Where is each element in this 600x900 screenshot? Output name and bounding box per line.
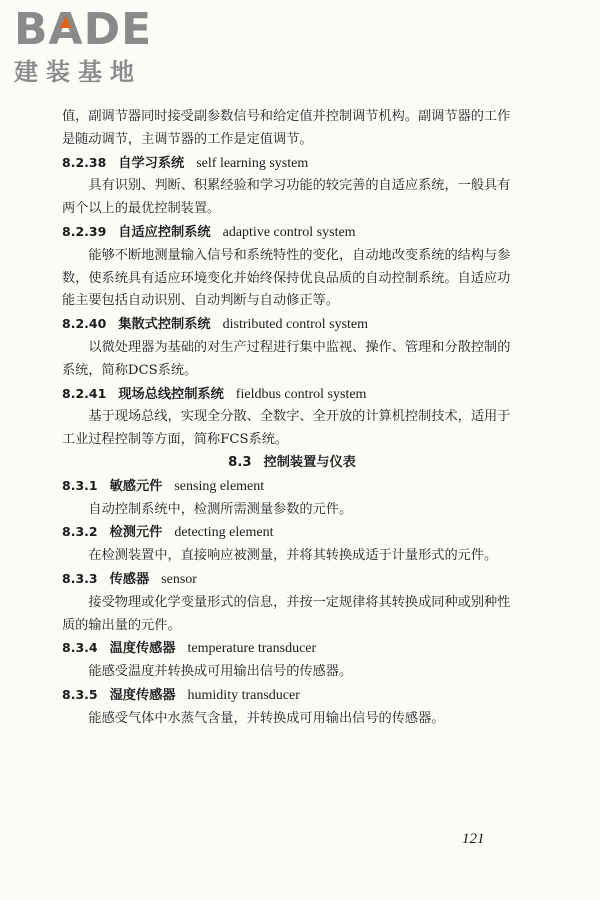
entries-8-2 (62, 152, 522, 452)
term-chinese: 湿度传感器 (109, 687, 176, 703)
term-line (62, 521, 522, 545)
term-english: temperature transducer (187, 641, 317, 657)
term-number: 8.2.38 (62, 154, 107, 170)
term-line (62, 383, 522, 407)
section-number: 8.3 (228, 454, 252, 470)
term-line (62, 475, 522, 499)
term-chinese: 自学习系统 (118, 155, 185, 171)
term-line (62, 152, 522, 176)
section-heading (62, 452, 522, 475)
term-definition: 能感受气体中水蒸气含量，并转换成可用输出信号的传感器。 (88, 710, 445, 726)
entry-8-3-2 (62, 521, 522, 568)
term-chinese: 集散式控制系统 (118, 317, 211, 333)
logo-wordmark: B A DE (14, 4, 153, 55)
term-english: fieldbus control system (235, 386, 367, 402)
term-line (62, 637, 522, 661)
term-chinese: 传感器 (109, 571, 150, 587)
entry-8-2-38 (62, 152, 522, 221)
term-definition: 自动控制系统中，检测所需测量参数的元件。 (88, 501, 353, 517)
term-english: sensing element (174, 478, 265, 494)
term-chinese: 自适应控制系统 (118, 224, 211, 240)
bade-logo (14, 6, 184, 86)
document-body (62, 106, 522, 731)
term-english: distributed control system (222, 317, 369, 333)
page-number: 121 (462, 831, 485, 847)
entry-8-2-40 (62, 313, 522, 382)
term-english: adaptive control system (222, 224, 356, 240)
term-definition: 以微处理器为基础的对生产过程进行集中监视、操作、管理和分散控制的系统，简称DCS系统。 (62, 339, 511, 378)
term-number: 8.2.39 (62, 223, 107, 239)
term-number: 8.3.2 (62, 524, 98, 540)
intro-paragraph: 值，副调节器同时接受副参数信号和给定值并控制调节机构。副调节器的工作是随动调节，主调节器的工作是定值调节。 (62, 109, 511, 147)
term-line (62, 313, 522, 337)
logo-a-with-triangle: A (48, 4, 84, 55)
term-definition: 能够不断地测量输入信号和系统特性的变化，自动地改变系统的结构与参数，使系统具有适应环境变化并始终保持优良品质的自动控制系统。自适应功能主要包括自动识别、自动判断与自动修正等。 (62, 247, 511, 309)
entries-8-3 (62, 475, 522, 731)
term-number: 8.3.1 (62, 477, 98, 493)
term-number: 8.3.3 (62, 570, 98, 586)
term-chinese: 检测元件 (109, 525, 163, 541)
term-number: 8.3.5 (62, 686, 98, 702)
term-english: humidity transducer (187, 687, 300, 703)
term-english: sensor (161, 571, 197, 587)
term-number: 8.2.40 (62, 316, 107, 332)
term-english: detecting element (174, 525, 274, 541)
entry-8-3-1 (62, 475, 522, 522)
entry-8-3-4 (62, 637, 522, 684)
term-number: 8.3.4 (62, 640, 98, 656)
entry-8-2-39 (62, 221, 522, 313)
term-line (62, 684, 522, 708)
term-number: 8.2.41 (62, 385, 107, 401)
entry-8-3-5 (62, 684, 522, 731)
term-definition: 基于现场总线，实现全分散、全数字、全开放的计算机控制技术，适用于工业过程控制等方面，简称FCS系统。 (62, 409, 511, 448)
term-line (62, 221, 522, 245)
term-chinese: 现场总线控制系统 (118, 386, 224, 402)
logo-subtitle: 建装基地 (14, 58, 142, 86)
term-english: self learning system (196, 155, 309, 171)
term-definition: 接受物理或化学变量形式的信息，并按一定规律将其转换成同种或别种性质的输出量的元件。 (62, 594, 511, 633)
term-chinese: 温度传感器 (109, 641, 176, 657)
term-definition: 能感受温度并转换成可用输出信号的传感器。 (88, 664, 353, 680)
section-title-text: 控制装置与仪表 (263, 454, 356, 470)
entry-8-2-41 (62, 383, 522, 452)
term-chinese: 敏感元件 (109, 478, 163, 494)
term-definition: 在检测装置中，直接响应被测量，并将其转换成适于计量形式的元件。 (88, 548, 498, 564)
entry-8-3-3 (62, 568, 522, 637)
term-line (62, 568, 522, 592)
term-definition: 具有识别、判断、积累经验和学习功能的较完善的自适应系统，一般具有两个以上的最优控制装置。 (62, 178, 511, 217)
